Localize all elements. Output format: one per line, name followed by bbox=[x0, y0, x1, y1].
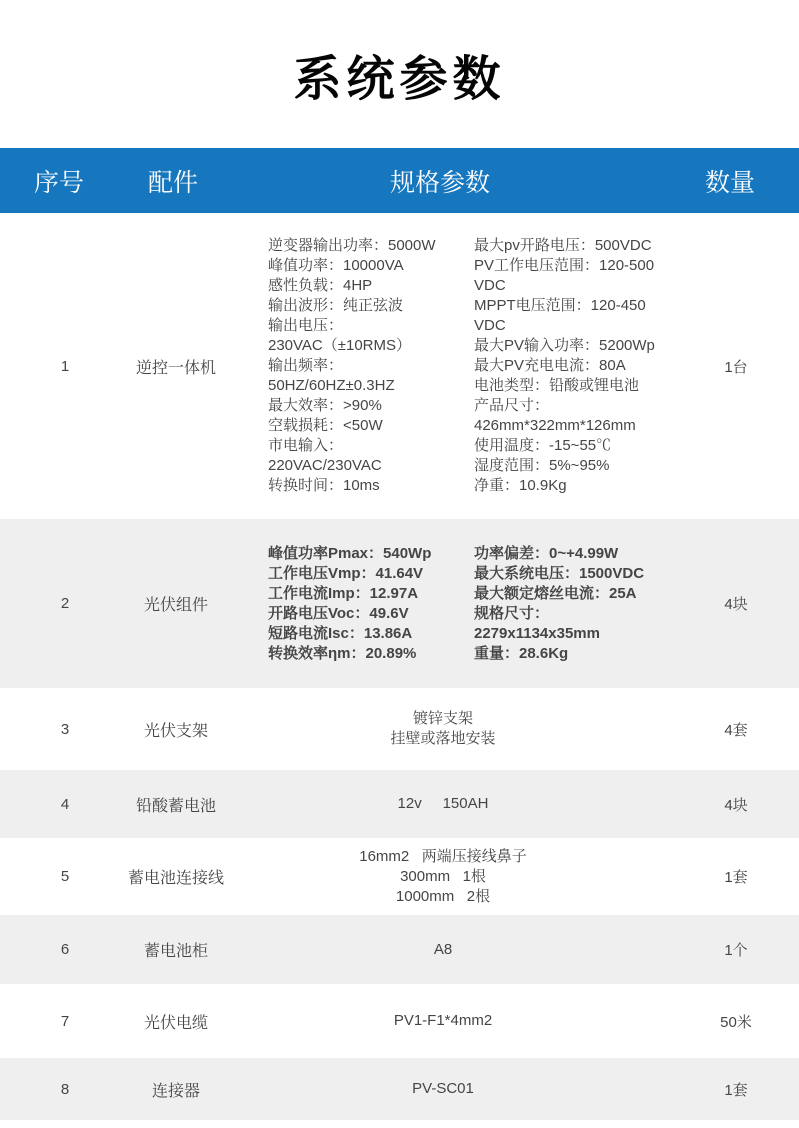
spec-line: 逆变器输出功率：5000W bbox=[268, 237, 436, 254]
row-spec-center bbox=[240, 847, 688, 907]
column-header-qty: 数量 bbox=[704, 168, 755, 197]
spec-line: 感性负载：4HP bbox=[268, 277, 373, 294]
row-index: 2 bbox=[60, 595, 70, 612]
table-row bbox=[0, 519, 799, 688]
spec-line: 产品尺寸： bbox=[474, 397, 550, 414]
spec-line: 湿度范围：5%~95% bbox=[474, 457, 610, 474]
row-index: 8 bbox=[60, 1080, 70, 1098]
row-qty: 1台 bbox=[724, 358, 748, 376]
spec-line: 规格尺寸： bbox=[474, 604, 550, 622]
spec-line: 最大效率：>90% bbox=[268, 397, 382, 414]
spec-line: 镀锌支架 bbox=[412, 710, 473, 727]
table-row bbox=[0, 688, 799, 770]
spec-line: 工作电流Imp：12.97A bbox=[268, 584, 419, 602]
row-spec-columns bbox=[240, 544, 688, 664]
spec-line: 功率偏差：0~+4.99W bbox=[474, 544, 619, 562]
row-spec bbox=[240, 1011, 688, 1031]
spec-line: 最大PV充电电流：80A bbox=[474, 357, 626, 374]
row-spec bbox=[240, 236, 688, 496]
spec-line: 最大额定熔丝电流：25A bbox=[474, 584, 637, 602]
row-spec-center bbox=[240, 794, 688, 814]
row-part: 蓄电池连接线 bbox=[127, 870, 224, 887]
table-row bbox=[0, 838, 799, 915]
table-row bbox=[0, 213, 799, 519]
spec-line: 空载损耗：<50W bbox=[268, 417, 383, 434]
spec-line: 峰值功率：10000VA bbox=[268, 257, 404, 274]
row-spec bbox=[240, 940, 688, 960]
page-footer bbox=[0, 1120, 799, 1128]
spec-line: 重量：28.6Kg bbox=[474, 644, 569, 662]
spec-line: MPPT电压范围：120-450 bbox=[474, 297, 646, 314]
spec-line: 市电输入： bbox=[268, 437, 344, 454]
row-qty: 1个 bbox=[724, 942, 748, 959]
column-header-index: 序号 bbox=[33, 168, 84, 197]
system-parameters-table bbox=[0, 148, 799, 1120]
row-spec bbox=[240, 544, 688, 664]
row-part: 连接器 bbox=[151, 1082, 200, 1100]
row-part: 光伏组件 bbox=[143, 597, 208, 614]
spec-line: VDC bbox=[474, 317, 506, 334]
spec-line: 300mm 1根 bbox=[400, 867, 486, 885]
row-qty: 1套 bbox=[724, 869, 748, 886]
spec-line: 最大系统电压：1500VDC bbox=[474, 564, 645, 582]
spec-line: 输出电压： bbox=[268, 317, 344, 334]
table-body bbox=[0, 213, 799, 1120]
spec-line: 1000mm 2根 bbox=[395, 887, 491, 905]
row-spec bbox=[240, 847, 688, 907]
spec-line: VDC bbox=[474, 277, 506, 294]
column-header-part: 配件 bbox=[147, 168, 198, 197]
table-row bbox=[0, 1058, 799, 1120]
spec-line: 最大pv开路电压：500VDC bbox=[474, 237, 652, 254]
table-row bbox=[0, 984, 799, 1058]
row-spec bbox=[240, 709, 688, 749]
row-qty: 4块 bbox=[724, 796, 748, 814]
row-spec bbox=[240, 1079, 688, 1099]
spec-line: 挂壁或落地安装 bbox=[390, 730, 496, 747]
spec-line: 最大PV输入功率：5200Wp bbox=[474, 337, 655, 354]
spec-line: 开路电压Voc：49.6V bbox=[268, 604, 409, 622]
spec-line: 2279x1134x35mm bbox=[474, 624, 600, 642]
row-qty: 4套 bbox=[724, 721, 748, 739]
spec-line: 220VAC/230VAC bbox=[268, 457, 382, 474]
row-part: 光伏支架 bbox=[143, 722, 208, 740]
table-header-row bbox=[0, 148, 799, 213]
row-spec-center bbox=[240, 709, 688, 749]
row-part: 逆控一体机 bbox=[135, 359, 216, 377]
row-index: 3 bbox=[60, 720, 70, 738]
spec-line: PV工作电压范围：120-500 bbox=[474, 257, 655, 274]
row-index: 4 bbox=[60, 795, 70, 813]
row-qty: 50米 bbox=[720, 1013, 752, 1031]
spec-column-right bbox=[465, 236, 688, 496]
row-qty: 4块 bbox=[724, 596, 748, 613]
row-qty: 1套 bbox=[724, 1081, 748, 1099]
column-header-spec: 规格参数 bbox=[389, 168, 490, 197]
spec-line: 12v 150AH bbox=[397, 795, 489, 812]
spec-line: 峰值功率Pmax：540Wp bbox=[268, 544, 432, 562]
spec-line: 工作电压Vmp：41.64V bbox=[268, 564, 424, 582]
row-part: 铅酸蓄电池 bbox=[135, 797, 216, 815]
spec-line: 短路电流Isc：13.86A bbox=[268, 624, 413, 642]
spec-line: 使用温度：-15~55℃ bbox=[474, 437, 612, 454]
spec-line: A8 bbox=[433, 940, 453, 958]
spec-column-left bbox=[240, 236, 465, 496]
spec-line: 转换效率ηm：20.89% bbox=[268, 644, 417, 662]
row-index: 5 bbox=[60, 868, 70, 885]
table-row bbox=[0, 915, 799, 984]
title-section bbox=[0, 0, 799, 148]
spec-line: 输出波形：纯正弦波 bbox=[268, 297, 404, 314]
spec-column-right bbox=[465, 544, 688, 664]
spec-line: 230VAC（±10RMS） bbox=[268, 337, 412, 354]
spec-column-left bbox=[240, 544, 465, 664]
row-spec bbox=[240, 794, 688, 814]
row-spec-columns bbox=[240, 236, 688, 496]
spec-line: 净重：10.9Kg bbox=[474, 477, 567, 494]
row-index: 7 bbox=[60, 1012, 70, 1030]
row-spec-center bbox=[240, 1011, 688, 1031]
row-spec-center bbox=[240, 940, 688, 960]
row-part: 蓄电池柜 bbox=[143, 943, 208, 960]
table-row bbox=[0, 770, 799, 838]
spec-line: 输出频率： bbox=[268, 357, 344, 374]
spec-line: 50HZ/60HZ±0.3HZ bbox=[268, 377, 395, 394]
spec-line: PV-SC01 bbox=[412, 1080, 474, 1097]
spec-line: 电池类型：铅酸或锂电池 bbox=[474, 377, 640, 394]
spec-line: 16mm2 两端压接线鼻子 bbox=[359, 847, 527, 865]
row-spec-center bbox=[240, 1079, 688, 1099]
spec-line: 426mm*322mm*126mm bbox=[474, 417, 636, 434]
spec-line: PV1-F1*4mm2 bbox=[393, 1012, 493, 1029]
row-part: 光伏电缆 bbox=[143, 1014, 208, 1032]
page-title: 系统参数 bbox=[293, 52, 506, 106]
row-index: 6 bbox=[60, 941, 70, 958]
spec-line: 转换时间：10ms bbox=[268, 477, 380, 494]
row-index: 1 bbox=[60, 357, 70, 375]
